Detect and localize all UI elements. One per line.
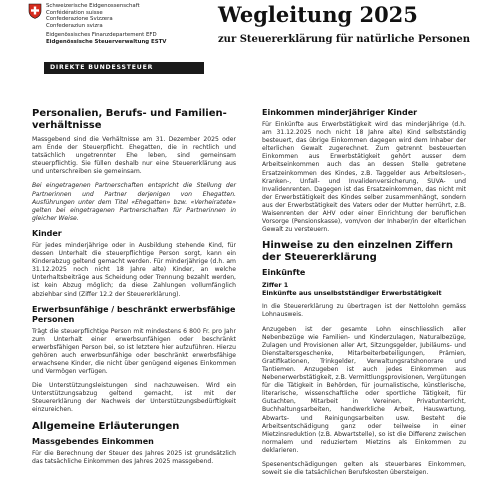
paragraph: Spesenentschädigungen gelten als steuerbares Einkommen, soweit sie die tatsächlichen Berufskosten übersteigen. (262, 461, 466, 477)
paragraph: In die Steuererklärung zu übertragen ist der Nettolohn gemäss Lohnausweis. (262, 303, 466, 319)
section-heading-kinder: Kinder (32, 228, 62, 238)
section-heading-personalien: Personalien, Berufs- und Familienverhältnisse (32, 108, 227, 131)
agency-line-it: Confederazione Svizzera (46, 16, 113, 23)
paragraph: Anzugeben ist der gesamte Lohn einschliesslich aller Nebenbezüge wie Familien- und Kinderzulagen, Naturalbezüge, Zulagen und Provisionen aller Art, Sitzungsgelder, Jubiläums- und Dienstaltersgeschenke, Mitarbeiterbeteiligungen, Prämien, Gratifikationen, Trinkgelder, Verwaltungsratshonorare und Tantiemen. Anzugeben ist auch jedes Einkommen aus Nebenerwerbstätigkeit, z.B. Vermittlungsprovisionen, Vergütungen für die Tätigkeit in Behörden, für journalistische, künstlerische, literarische, wissenschaftliche oder sportliche Tätigkeit, für Gutachten, Mitarbeit in Vereinen, Privatunterricht, Buchhaltungsarbeiten, handwerkliche Arbeit, Hauswartung, Abwarts- und Reinigungsarbeiten usw. Besteht die Arbeitsentschädigung ganz oder teilweise in einer Mietzinsreduktion (z.B. Abwartstelle), so ist die Differenz zwischen normalem und reduziertem Mietzins als Einkommen zu deklarieren. (262, 325, 466, 454)
department-line: Eidgenössisches Finanzdepartement EFD (46, 32, 157, 38)
agency-line-de: Schweizerische Eidgenossenschaft (46, 3, 140, 9)
subsection-heading-massgebend: Massgebendes Einkommen (32, 436, 154, 446)
office-line: Eidgenössische Steuerverwaltung ESTV (46, 38, 167, 45)
ziffer-subheading: Einkünfte aus unselbstständiger Erwerbstätigkeit (262, 289, 442, 298)
paragraph: Die Unterstützungsleistungen sind nachzuweisen. Wird ein Unterstützungsabzug geltend gemacht, ist mit der Steuererklärung der Nachweis der Unterstützungsbedürftigkeit einzureichen. (32, 382, 236, 414)
section-heading-allgemeine: Allgemeine Erläuterungen (32, 420, 180, 432)
paragraph: Für die Berechnung der Steuer des Jahres 2025 ist grundsätzlich das tatsächliche Einkommen des Jahres 2025 massgebend. (32, 449, 236, 465)
page-header (0, 0, 480, 96)
left-column (32, 108, 236, 472)
paragraph: Für jedes minderjährige oder in Ausbildung stehende Kind, für dessen Unterhalt die steuerpflichtige Person sorgt, kann ein Kinderabzug geltend gemacht werden. Für minderjährige (d.h. am 31.12.2025 noch nicht 18 Jahre alte) Kinder, an welche Unterhaltsbeiträge aus Scheidung oder Trennung bezahlt werden, ist kein Abzug möglich; da diese Zahlungen vollumfänglich abziehbar sind (Ziffer 12.2 der Steuererklärung). (32, 241, 236, 298)
right-column (262, 108, 466, 480)
page-title: Wegleitung 2025 (218, 2, 418, 27)
paragraph: Trägt die steuerpflichtige Person mit mindestens 6 800 Fr. pro Jahr zum Unterhalt einer erwerbsunfähigen oder beschränkt erwerbsfähigen Person bei, so ist letztere hier aufzuführen. Hierzu gehören auch erwerbsunfähige oder beschränkt erwerbsfähige erwachsene Kinder, die nicht über genügend eigenes Einkommen und Vermögen verfügen. (32, 327, 236, 376)
department (46, 32, 166, 45)
swiss-crest-icon (28, 3, 42, 19)
paragraph: Bei eingetragenen Partnerschaften entspricht die Stellung der Partnerinnen und Partner derjenigen von Ehegatten. Ausführungen unter dem Titel «Ehegatten» bzw. «Verheiratete» gelten bei eingetragenen Partnerschaften für Partnerinnen in gleicher Weise. (32, 182, 236, 222)
section-heading-hinweise: Hinweise zu den einzelnen Ziffern der Steuererklärung (262, 240, 454, 264)
ziffer-heading: Ziffer 1 (262, 281, 289, 290)
agency-line-fr: Confédération suisse (46, 9, 103, 16)
agency-name (46, 3, 140, 29)
tax-type-banner: DIREKTE BUNDESSTEUER (44, 62, 204, 74)
paragraph: Massgebend sind die Verhältnisse am 31. Dezember 2025 oder am Ende der Steuerpflicht. Ehegatten, die in rechtlich und tatsächlich ungetrennter Ehe leben, sind gemeinsam steuerpflichtig. Sie füllen deshalb nur eine Steuererklärung aus und unterschreiben sie gemeinsam. (32, 136, 236, 176)
paragraph: Für Einkünfte aus Erwerbstätigkeit wird das minderjährige (d.h. am 31.12.2025 noch nicht 18 Jahre alte) Kind selbstständig besteuert, das übrige Einkommen dagegen wird dem Inhaber der elterlichen Gewalt zugerechnet. Zum getrennt besteuerten Einkommen aus Erwerbstätigkeit gehört ausser dem Arbeitseinkommen auch das an dessen Stelle getretene Ersatzeinkommen des Kindes, z.B. Taggelder aus Arbeitslosen-, Kranken-, Unfall- und Invalidenversicherung, SUVA- und Invalidenrenten. Dagegen ist das Ersatzeinkommen, das nicht mit der Erwerbstätigkeit des Kindes selber zusammenhängt, sondern aus der Erwerbstätigkeit des Vaters oder der Mutter herrührt, z.B. Waisenrenten der AHV oder einer Einrichtung der beruflichen Vorsorge (Pensionskasse), vom/von der Inhaber/in der elterlichen Gewalt zu versteuern. (262, 121, 466, 234)
section-heading-erwerbsunfaehige: Erwerbsunfähige / beschränkt erwerbsfähige Personen (32, 304, 236, 324)
page-subtitle: zur Steuererklärung für natürliche Personen (218, 34, 471, 45)
subsection-heading-einkuenfte: Einkünfte (262, 268, 306, 278)
section-heading-minderjaehrige: Einkommen minderjähriger Kinder (262, 108, 418, 117)
agency-line-rm: Confederaziun svizra (46, 22, 103, 29)
